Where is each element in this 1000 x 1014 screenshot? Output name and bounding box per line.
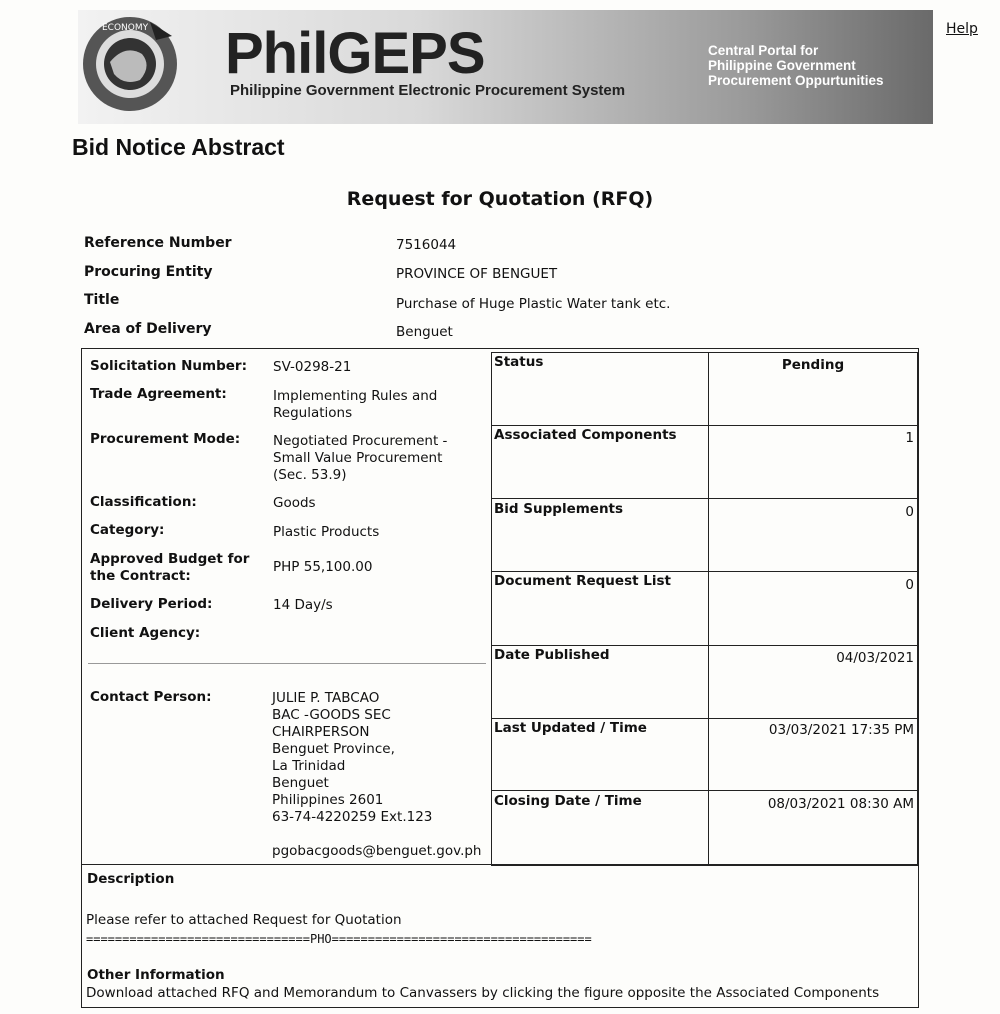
- status-grid: [491, 352, 918, 866]
- svg-text:ECONOMY: ECONOMY: [102, 23, 149, 33]
- category-value: Plastic Products: [273, 524, 380, 540]
- title-label: Title: [84, 292, 120, 308]
- status-value: Pending: [781, 357, 845, 373]
- closing-date-label: Closing Date / Time: [494, 793, 642, 809]
- approved-budget-value: PHP 55,100.00: [273, 559, 373, 575]
- description-separator: ===============================PHO====================================: [86, 932, 592, 946]
- rfq-title: Request for Quotation (RFQ): [346, 188, 654, 210]
- trade-agreement-value: Implementing Rules and Regulations: [273, 388, 438, 421]
- procuring-entity-value: PROVINCE OF BENGUET: [396, 266, 558, 282]
- solicitation-number-value: SV-0298-21: [273, 359, 352, 375]
- closing-date-value: 08/03/2021 08:30 AM: [767, 796, 914, 812]
- help-link[interactable]: Help: [946, 21, 978, 37]
- solicitation-number-label: Solicitation Number:: [90, 358, 247, 374]
- bid-supplements-value[interactable]: 0: [905, 504, 914, 520]
- header-tagline: Central Portal for Philippine Government Procurement Oppurtunities: [708, 43, 884, 88]
- area-of-delivery-value: Benguet: [396, 324, 453, 340]
- approved-budget-label: Approved Budget for the Contract:: [90, 551, 250, 584]
- contact-person-label: Contact Person:: [90, 689, 212, 705]
- date-published-label: Date Published: [494, 647, 610, 663]
- associated-components-label: Associated Components: [494, 427, 677, 443]
- other-information-heading: Other Information: [87, 967, 225, 983]
- reference-number-label: Reference Number: [84, 235, 232, 251]
- delivery-period-value: 14 Day/s: [273, 597, 333, 613]
- classification-label: Classification:: [90, 494, 197, 510]
- contact-person-value: JULIE P. TABCAO BAC -GOODS SEC CHAIRPERSON Benguet Province, La Trinidad Benguet Philippines 2601 63-74-4220259 Ext.123: [272, 690, 433, 825]
- description-text: Please refer to attached Request for Quotation: [86, 912, 402, 928]
- contact-email: pgobacgoods@benguet.gov.ph: [272, 843, 482, 859]
- reference-number-value: 7516044: [396, 237, 457, 253]
- date-published-value: 04/03/2021: [836, 650, 914, 666]
- associated-components-value[interactable]: 1: [905, 430, 914, 446]
- last-updated-label: Last Updated / Time: [494, 720, 647, 736]
- details-divider: [88, 663, 486, 664]
- client-agency-label: Client Agency:: [90, 625, 201, 641]
- page-title: Bid Notice Abstract: [72, 134, 285, 160]
- classification-value: Goods: [273, 495, 316, 511]
- procurement-mode-label: Procurement Mode:: [90, 431, 241, 447]
- delivery-period-label: Delivery Period:: [90, 596, 213, 612]
- philgeps-seal-logo: [80, 14, 180, 114]
- document-request-list-value[interactable]: 0: [905, 577, 914, 593]
- description-heading: Description: [87, 871, 175, 887]
- area-of-delivery-label: Area of Delivery: [84, 321, 212, 337]
- trade-agreement-label: Trade Agreement:: [90, 386, 227, 402]
- last-updated-value: 03/03/2021 17:35 PM: [768, 722, 914, 738]
- procurement-mode-value: Negotiated Procurement - Small Value Procurement (Sec. 53.9): [273, 433, 448, 483]
- bid-supplements-label: Bid Supplements: [494, 501, 624, 517]
- title-value: Purchase of Huge Plastic Water tank etc.: [396, 296, 671, 312]
- procuring-entity-label: Procuring Entity: [84, 264, 213, 280]
- status-label: Status: [494, 354, 544, 370]
- category-label: Category:: [90, 522, 165, 538]
- other-information-text: Download attached RFQ and Memorandum to Canvassers by clicking the figure opposite the Associated Components: [86, 985, 880, 1001]
- philgeps-logo-subtitle: Philippine Government Electronic Procurement System: [230, 82, 626, 99]
- document-request-list-label: Document Request List: [494, 573, 671, 589]
- philgeps-logo-text: PhilGEPS: [225, 21, 485, 86]
